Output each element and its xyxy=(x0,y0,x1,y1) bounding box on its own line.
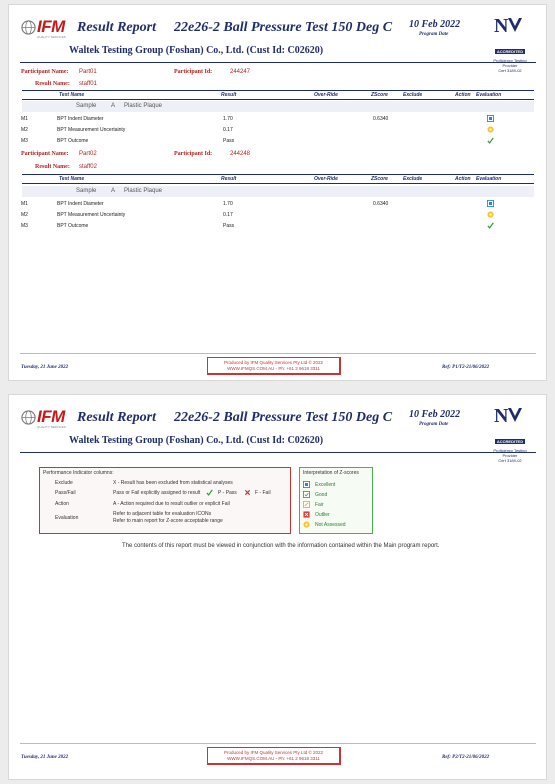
website-line: WWW.IFMQS.COM.AU - Ph: +61 2 9618 3311 xyxy=(227,366,320,371)
row-test: BPT Indent Diameter xyxy=(57,201,104,207)
col-evaluation: Evaluation xyxy=(476,92,502,98)
footer-date: Tuesday, 21 June 2022 xyxy=(21,755,69,760)
outlier-icon xyxy=(303,511,310,518)
svg-text:N: N xyxy=(494,15,509,35)
result-name-label: Result Name: xyxy=(35,164,70,170)
accreditation-block xyxy=(479,15,541,73)
row-test: BPT Outcome xyxy=(57,223,89,229)
accreditation-block xyxy=(479,405,541,463)
logo-text: IFM xyxy=(37,17,65,36)
legend-label: Excellent xyxy=(315,482,336,488)
col-exclude: Exclude xyxy=(403,176,423,182)
accreditation-line: Provider xyxy=(502,453,518,458)
legend-label: Fair xyxy=(315,502,324,508)
indicator-key: Action xyxy=(55,501,69,507)
program-date: 10 Feb 2022 xyxy=(409,409,461,420)
row-test: BPT Measurement Uncertainty xyxy=(57,127,126,133)
accreditation-line: Provider xyxy=(502,63,518,68)
col-evaluation: Evaluation xyxy=(476,176,502,182)
sample-label: Sample xyxy=(76,188,97,194)
row-code: M1 xyxy=(21,201,28,207)
col-override: Over-Ride xyxy=(314,92,338,98)
indicator-desc: X - Result has been excluded from statistical analyses xyxy=(113,480,233,486)
program-title: 22e26-2 Ball Pressure Test 150 Deg C xyxy=(174,410,393,425)
footer-divider xyxy=(20,743,536,744)
page-header xyxy=(9,395,546,463)
row-test: BPT Measurement Uncertainty xyxy=(57,212,126,218)
logo-tagline: QUALITY SERVICES xyxy=(37,425,66,429)
footer-divider xyxy=(20,353,536,354)
logo-tagline: QUALITY SERVICES xyxy=(37,35,66,39)
pass-check-icon xyxy=(487,222,494,229)
ifm-logo xyxy=(21,409,81,431)
table-header-rule xyxy=(22,183,534,184)
pass-check-icon xyxy=(206,489,213,496)
accreditation-line: Proficiency Testing xyxy=(493,58,527,63)
fail-cross-icon xyxy=(244,489,251,496)
not-assessed-icon xyxy=(487,126,494,133)
report-note: The contents of this report must be viewed in conjunction with the information contained within the Main program report. xyxy=(122,543,440,549)
producer-line: Produced by IFM Quality Services Pty Ltd © 2022 xyxy=(223,750,324,755)
producer-box xyxy=(207,747,341,765)
not-assessed-icon xyxy=(487,211,494,218)
performance-indicator-panel xyxy=(39,467,291,534)
indicator-desc: A - Action required due to result outlier or explicit Fail xyxy=(113,501,230,507)
report-page-2 xyxy=(8,394,547,780)
header-divider xyxy=(20,62,536,63)
col-test-name: Test Name xyxy=(59,176,85,182)
row-result: 1.70 xyxy=(223,201,233,207)
good-icon xyxy=(303,491,310,498)
col-action: Action xyxy=(455,176,471,182)
fair-icon xyxy=(303,501,310,508)
indicator-desc: Refer to main report for Z-score acceptable range xyxy=(113,518,223,524)
table-top-rule xyxy=(22,174,534,175)
legend-label: Not Assessed xyxy=(315,522,346,528)
col-zscore: ZScore xyxy=(371,176,388,182)
globe-icon xyxy=(21,410,36,425)
panel-title: Interpretation of Z-scores xyxy=(303,470,359,476)
accreditation-badge: ACCREDITED xyxy=(496,49,524,54)
result-name: staff02 xyxy=(79,164,97,170)
not-assessed-icon xyxy=(303,521,310,528)
col-exclude: Exclude xyxy=(403,92,423,98)
indicator-desc: Refer to adjacent table for evaluation ICONs xyxy=(113,511,212,517)
row-result: Pass xyxy=(223,138,235,144)
company-name: Waltek Testing Group (Foshan) Co., Ltd. (Cust Id: C02620) xyxy=(69,45,324,56)
col-result: Result xyxy=(221,176,237,182)
row-code: M2 xyxy=(21,127,28,133)
report-title: Result Report xyxy=(77,410,156,425)
indicator-desc: Pass or Fail explicitly assigned to result xyxy=(113,490,201,496)
sample-name: Plastic Plaque xyxy=(124,188,163,194)
legend-label: Good xyxy=(315,492,328,498)
col-action: Action xyxy=(455,92,471,98)
participant-id: 244248 xyxy=(230,151,251,157)
participant-name-label: Participant Name: xyxy=(21,151,69,157)
row-result: Pass xyxy=(223,223,235,229)
pass-legend: P - Pass xyxy=(218,490,237,496)
program-date-label: Program Date xyxy=(419,32,449,37)
row-zscore: 0.6340 xyxy=(373,201,389,207)
row-result: 0.17 xyxy=(223,127,233,133)
panel-title: Performance Indicator columns: xyxy=(43,470,114,476)
footer-ref: Ref: P2/T2-21/06/2022 xyxy=(442,755,490,760)
accreditation-logo-icon xyxy=(491,405,529,425)
participant-name: Part01 xyxy=(79,69,97,75)
row-zscore: 0.6340 xyxy=(373,116,389,122)
website-line: WWW.IFMQS.COM.AU - Ph: +61 2 9618 3311 xyxy=(227,756,320,761)
header-divider xyxy=(20,452,536,453)
participant-name-label: Participant Name: xyxy=(21,69,69,75)
ifm-logo xyxy=(21,19,81,41)
indicator-key: Evaluation xyxy=(55,515,79,521)
company-name: Waltek Testing Group (Foshan) Co., Ltd. (Cust Id: C02620) xyxy=(69,435,324,446)
pass-check-icon xyxy=(487,137,494,144)
accreditation-cert: Cert 3189-02 xyxy=(498,68,522,73)
participant-name: Part02 xyxy=(79,151,97,157)
row-code: M3 xyxy=(21,223,28,229)
row-result: 1.70 xyxy=(223,116,233,122)
result-name: staff01 xyxy=(79,81,97,87)
program-date: 10 Feb 2022 xyxy=(409,19,461,30)
report-page-1 xyxy=(8,4,547,381)
table-top-rule xyxy=(22,90,534,91)
table-header-rule xyxy=(22,99,534,100)
sample-row xyxy=(22,101,534,112)
row-code: M1 xyxy=(21,116,28,122)
participant-id: 244247 xyxy=(230,69,251,75)
indicator-key: Pass/Fail xyxy=(55,490,76,496)
footer-ref: Ref: P1/T2-21/06/2022 xyxy=(442,365,490,370)
sample-name: Plastic Plaque xyxy=(124,103,163,109)
row-code: M3 xyxy=(21,138,28,144)
result-name-label: Result Name: xyxy=(35,81,70,87)
logo-text: IFM xyxy=(37,407,65,426)
participant-id-label: Participant Id: xyxy=(174,151,213,157)
footer-date: Tuesday, 21 June 2022 xyxy=(21,365,69,370)
page-footer xyxy=(9,747,546,777)
participant-id-label: Participant Id: xyxy=(174,69,213,75)
sample-label: Sample xyxy=(76,103,97,109)
legend-label: Outlier xyxy=(315,512,330,518)
producer-box xyxy=(207,357,341,375)
excellent-icon xyxy=(487,115,494,122)
zscore-legend-panel xyxy=(299,467,373,534)
indicator-key: Exclude xyxy=(55,480,73,486)
col-result: Result xyxy=(221,92,237,98)
page-footer xyxy=(9,357,546,387)
accreditation-cert: Cert 3189-02 xyxy=(498,458,522,463)
excellent-icon xyxy=(303,481,310,488)
row-test: BPT Outcome xyxy=(57,138,89,144)
row-test: BPT Indent Diameter xyxy=(57,116,104,122)
sample-code: A xyxy=(111,103,116,109)
row-code: M2 xyxy=(21,212,28,218)
producer-line: Produced by IFM Quality Services Pty Ltd © 2022 xyxy=(223,360,324,365)
sample-code: A xyxy=(111,188,116,194)
col-zscore: ZScore xyxy=(371,92,388,98)
svg-text:N: N xyxy=(494,405,509,425)
fail-legend: F - Fail xyxy=(255,490,271,496)
program-title: 22e26-2 Ball Pressure Test 150 Deg C xyxy=(174,20,393,35)
report-title: Result Report xyxy=(77,20,156,35)
sample-row xyxy=(22,186,534,197)
accreditation-logo-icon xyxy=(491,15,529,35)
accreditation-line: Proficiency Testing xyxy=(493,448,527,453)
globe-icon xyxy=(21,20,36,35)
col-test-name: Test Name xyxy=(59,92,85,98)
excellent-icon xyxy=(487,200,494,207)
col-override: Over-Ride xyxy=(314,176,338,182)
row-result: 0.17 xyxy=(223,212,233,218)
accreditation-badge: ACCREDITED xyxy=(496,439,524,444)
program-date-label: Program Date xyxy=(419,422,449,427)
